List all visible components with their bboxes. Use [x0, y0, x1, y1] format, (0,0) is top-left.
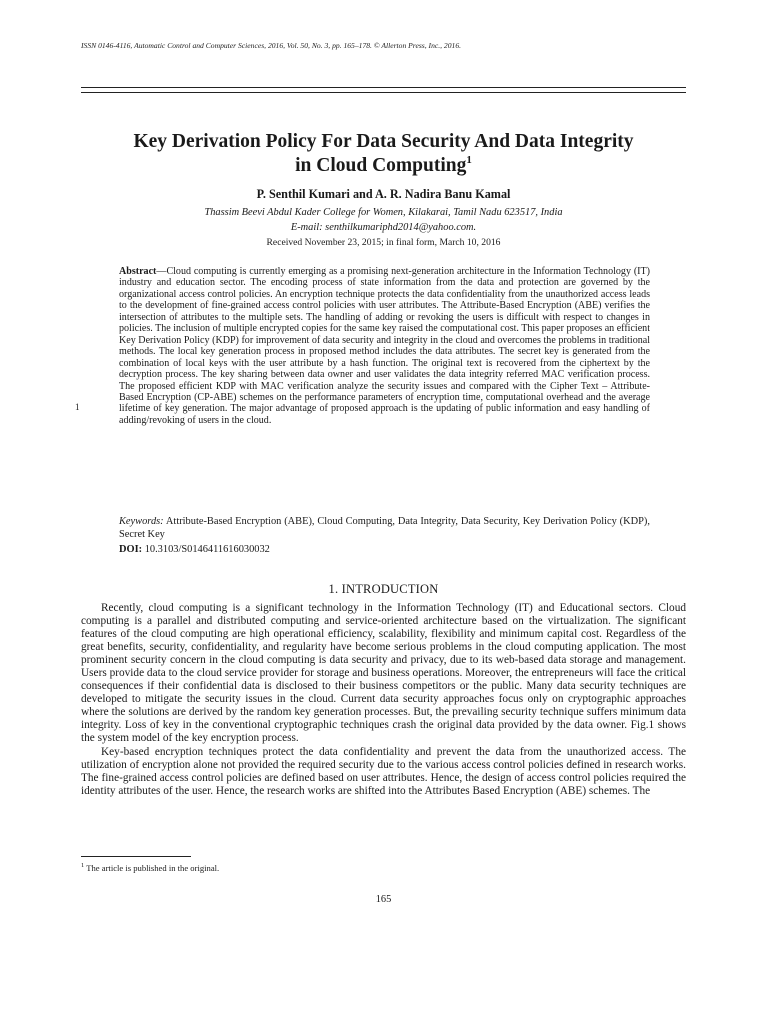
keywords-label: Keywords:	[119, 516, 164, 527]
received-dates: Received November 23, 2015; in final form, March 10, 2016	[266, 237, 501, 248]
footnote	[81, 862, 686, 873]
author-email: E-mail: senthilkumariphd2014@yahoo.com.	[290, 222, 477, 233]
margin-line-number: 1	[75, 402, 80, 412]
affiliation: Thassim Beevi Abdul Kader College for Women, Kilakarai, Tamil Nadu 623517, India	[204, 207, 563, 218]
title-line-2: in Cloud Computing	[295, 155, 467, 176]
title-footnote-mark[interactable]: 1	[466, 154, 472, 166]
paragraph: Recently, cloud computing is a significant technology in the Information Technology (IT) and Educational sectors. Cloud computing is a parallel and distributed computing and service-oriented architecture based on the virtualization. The significant features of the cloud computing are high operational efficiency, scalability, flexibility and minimum capital cost. Regardless of the great benefits, security, confidentiality, and regularity have become serious problems in the cloud computing application. The most prominent security concern in the cloud computing is data security and privacy, due to its web-based data storage and management. Users provide data to the cloud service provider for storage and business operations. Moreover, the entrepreneurs will face the critical consequences if their confidential data is disclosed to their business competitors or the public. Many data security techniques are developed to mitigate the security issues in the cloud. Current data security approaches focus only on cryptographic approaches where the solutions are derived by the random key generation processes. But, the prevailing security technique suffers minimum data integrity. Loss of key in the conventional cryptographic techniques crash the original data provided by the data owner. Fig.1 shows the system model of the key encryption process.	[81, 602, 686, 745]
keywords-text: Attribute-Based Encryption (ABE), Cloud Computing, Data Integrity, Data Security, Key Derivation Policy (KDP), Secret Key	[119, 516, 650, 540]
page-number: 165	[375, 894, 392, 905]
footnote-text: The article is published in the original.	[84, 862, 220, 873]
section-heading-introduction: 1. INTRODUCTION	[328, 582, 439, 596]
author-list: P. Senthil Kumari and A. R. Nadira Banu Kamal	[256, 187, 511, 201]
abstract-text: —Cloud computing is currently emerging as a promising next-generation architecture in the Information Technology (IT) industry and education sector. The encoding process of state information from the data and protection are governed by the organizational access control policies. An encryption technique protects the data confidentiality from the unauthorized access leads to the development of fine-grained access control policies with user attributes. The Attribute-Based Encryption (ABE) verifies the intersection of attributes to the multiple sets. The handling of adding or revoking the users is difficult with respect to changes in policies. The inclusion of multiple encrypted copies for the same key raised the computational cost. This paper proposes an efficient Key Derivation Policy (KDP) for improvement of data security and integrity in the cloud and overcomes the problems in traditional methods. The local key generation process in proposed method includes the data attributes. The secret key is generated from the combination of local keys with the user attribute by a hash function. The original text is recovered from the ciphertext by the decryption process. The key sharing between data owner and user validates the data integrity referred MAC verification process. The proposed efficient KDP with MAC verification analyze the security issues and compared with the Cipher Text – Attribute-Based Encryption (CP-ABE) schemes on the performance parameters of encryption time, computational overhead and the average lifetime of key generation. The major advantage of proposed approach is the updating of public information and easy handling of adding/revoking of users in the cloud.	[119, 266, 650, 426]
footnote-rule	[81, 856, 191, 857]
article-title	[81, 130, 686, 178]
introduction-body	[81, 602, 686, 798]
header-rule-thin	[81, 92, 686, 93]
footnote-mark: 1	[81, 862, 85, 869]
doi-value[interactable]: 10.3103/S0146411616030032	[142, 544, 270, 555]
keywords	[119, 515, 650, 541]
journal-citation-header: ISSN 0146-4116, Automatic Control and Computer Sciences, 2016, Vol. 50, No. 3, pp. 165–178. © Allerton Press, Inc., 2016.	[81, 41, 462, 50]
abstract	[119, 266, 650, 426]
doi-label: DOI:	[119, 544, 143, 555]
abstract-label: Abstract	[119, 266, 157, 277]
header-rule-thick	[81, 87, 686, 88]
paragraph: Key-based encryption techniques protect the data confidentiality and prevent the data from the unauthorized access. The utilization of encryption alone not provided the required security due to the various access control policies defined in research works. The fine-grained access control policies are defined based on user attributes. Hence, the design of access control policies required the identity attributes of the user. Hence, the research works are shifted into the Attributes Based Encryption (ABE) schemes. The	[81, 745, 686, 797]
doi	[119, 544, 650, 555]
title-line-1: Key Derivation Policy For Data Security And Data Integrity	[133, 131, 634, 152]
